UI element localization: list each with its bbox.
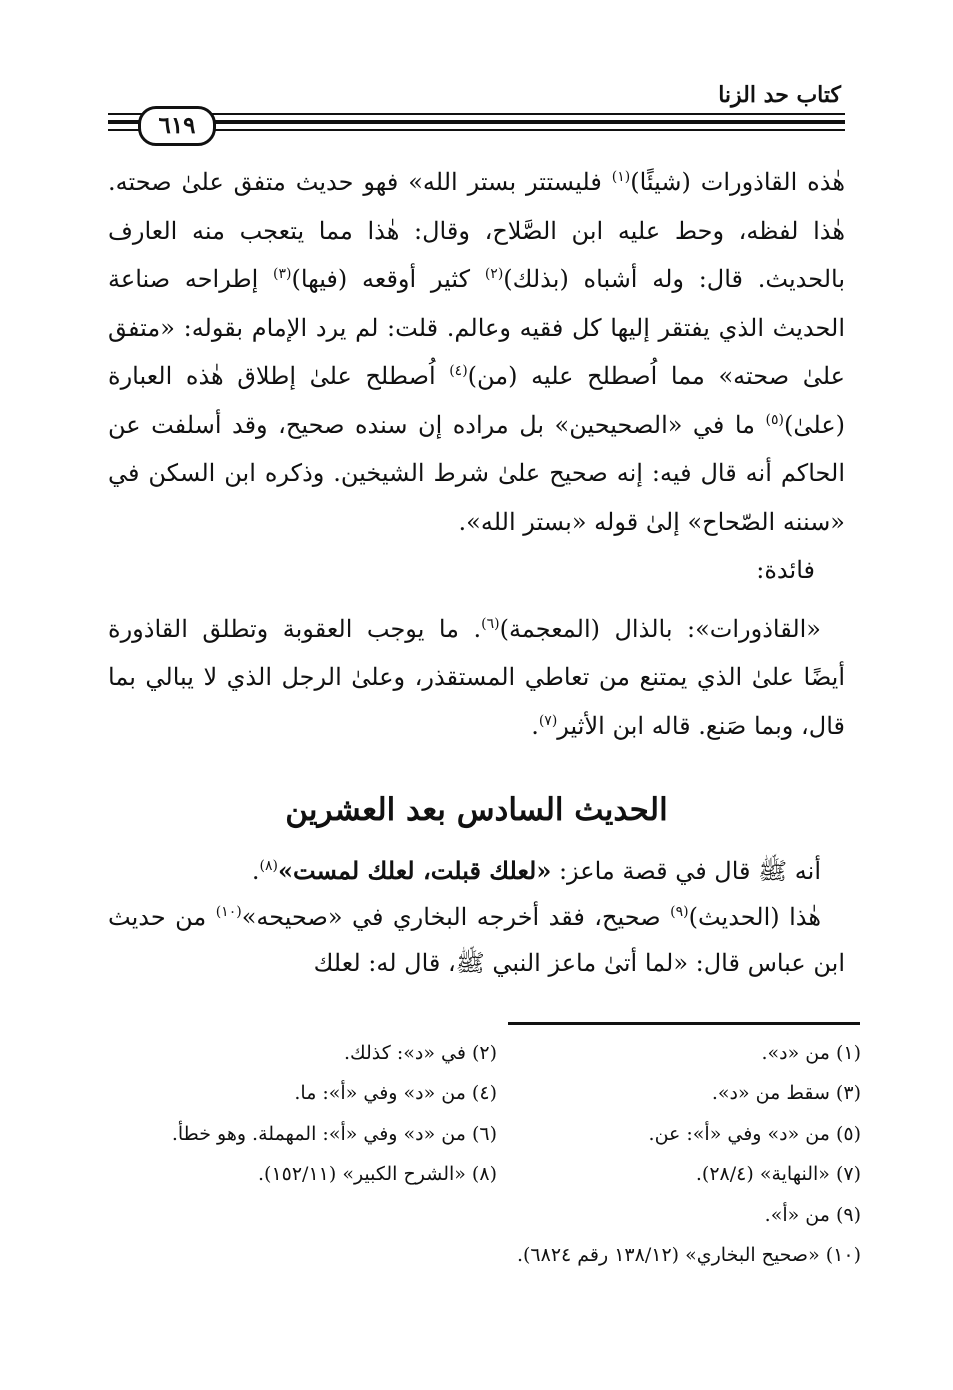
running-header-title: كتاب حد الزنا: [718, 82, 841, 108]
text-run: . ما يوجب العقوبة وتطلق القاذورة أيضًا علىٰ الذي يمتنع من تعاطي المستقذر، وعلىٰ الرجل الذي لا يبالي بما قال، وبما صَنع. قاله ابن الأثير: [108, 614, 845, 740]
text-run: «القاذورات»: بالذال (المعجمة): [499, 614, 821, 643]
text-run: ما في «الصحيحين» بل مراده إن سنده صحيح، وقد أسلفت عن الحاكم أنه قال فيه: إنه صحيح علىٰ شرط الشيخين. وذكره ابن السكن في «سننه الصّحاح» إلىٰ قوله «بستر الله».: [108, 410, 845, 536]
footnote-3: (٣) سقط من «د».: [711, 1082, 861, 1104]
footnote-ref-2: (٢): [484, 266, 504, 282]
header-rule-top: [108, 113, 845, 115]
footnote-1: (١) من «د».: [761, 1042, 861, 1064]
fayda-label: فائدة:: [756, 556, 815, 584]
footnote-ref-7: (٧): [538, 712, 558, 729]
footnote-6: (٦) من «د» وفي «أ»: المهملة. وهو خطأ.: [171, 1123, 497, 1145]
footnote-8: (٨) «الشرح الكبير» (١٥٢/١١).: [257, 1163, 497, 1185]
footnote-separator: [508, 1022, 860, 1025]
text-run: فليستتر بستر الله» فهو حديث متفق علىٰ صحته. هٰذا لفظه، وحط عليه ابن الصَّلاح، وقال: هٰذا مما يتعجب منه العارف بالحديث. قال: وله أشباه (بذلك): [108, 168, 846, 293]
paragraph-4: [108, 894, 845, 986]
text-run: صحيح، فقد أخرجه البخاري في «صحيحه»: [241, 903, 671, 931]
header-rule-middle: [108, 120, 845, 124]
text-run: .: [251, 857, 260, 885]
footnote-7: (٧) «النهاية» (٢٨/٤).: [695, 1163, 861, 1185]
footnote-ref-6: (٦): [481, 615, 500, 632]
paragraph-3: [108, 848, 845, 894]
text-run: أنه ﷺ قال في قصة ماعز:: [551, 857, 821, 885]
footnote-4: (٤) من «د» وفي «أ»: ما.: [294, 1082, 497, 1104]
footnote-ref-8: (٨): [259, 858, 279, 874]
section-heading: الحديث السادس بعد العشرين: [285, 792, 668, 828]
main-text-2: [108, 848, 845, 986]
footnote-ref-10: (١٠): [215, 904, 242, 920]
header-rule-bottom: [108, 129, 845, 131]
footnote-ref-3: (٣): [272, 266, 292, 282]
footnote-ref-4: (٤): [449, 363, 468, 379]
main-text: [108, 158, 845, 750]
paragraph-2: [108, 605, 845, 751]
footnote-ref-9: (٩): [670, 904, 689, 920]
text-run: كثير أوقعه (فيها): [291, 265, 485, 293]
footnote-ref-1: (١): [611, 169, 631, 185]
footnote-5: (٥) من «د» وفي «أ»: عن.: [648, 1123, 861, 1145]
hadith-quote: «لعلك قبلت، لعلك لمست»: [278, 856, 552, 885]
page-number: ٦١٩: [138, 106, 216, 146]
text-run: هٰذا (الحديث): [688, 903, 821, 931]
footnote-10: (١٠) «صحيح البخاري» (١٣٨/١٢ رقم ٦٨٢٤).: [516, 1244, 861, 1266]
text-run: إطراحه صناعة الحديث الذي يفتقر إليها كل فقيه وعالم. قلت: لم يرد الإمام بقوله: «متفق علىٰ صحته» مما اُصطلح عليه (من): [108, 265, 845, 390]
footnote-9: (٩) من «أ».: [764, 1204, 861, 1226]
text-run: هٰذه القاذورات (شيئًا): [630, 168, 846, 196]
footnote-ref-5: (٥): [765, 411, 784, 428]
paragraph-1: [108, 158, 845, 546]
text-run: من حديث ابن عباس قال: «لما أتىٰ ماعز النبي ﷺ، قال له: لعلك: [108, 903, 845, 977]
footnote-2: (٢) في «د»: كذلك.: [343, 1042, 497, 1064]
text-run: اُصطلح علىٰ إطلاق هٰذه العبارة (علىٰ): [108, 362, 845, 439]
text-run: .: [531, 711, 539, 740]
